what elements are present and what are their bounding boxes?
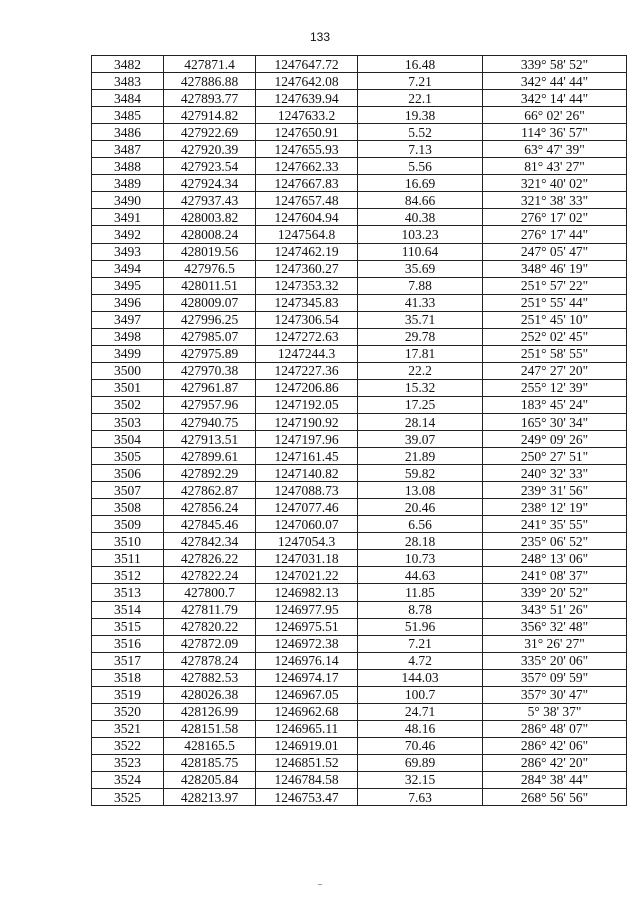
point-number-cell: 3517 — [92, 652, 164, 669]
y-coordinate-cell: 1247650.91 — [256, 124, 358, 141]
y-coordinate-cell: 1246851.52 — [256, 754, 358, 771]
point-number-cell: 3486 — [92, 124, 164, 141]
table-row — [92, 124, 627, 141]
table-row — [92, 584, 627, 601]
y-coordinate-cell: 1247190.92 — [256, 413, 358, 430]
y-coordinate-cell: 1247642.08 — [256, 73, 358, 90]
y-coordinate-cell: 1247031.18 — [256, 550, 358, 567]
distance-cell: 40.38 — [358, 209, 483, 226]
y-coordinate-cell: 1246965.11 — [256, 720, 358, 737]
y-coordinate-cell: 1247088.73 — [256, 482, 358, 499]
x-coordinate-cell: 428213.97 — [164, 789, 256, 806]
y-coordinate-cell: 1246974.17 — [256, 669, 358, 686]
x-coordinate-cell: 428008.24 — [164, 226, 256, 243]
table-row — [92, 158, 627, 175]
x-coordinate-cell: 428185.75 — [164, 754, 256, 771]
table-row — [92, 379, 627, 396]
bearing-cell: 348° 46' 19" — [483, 260, 627, 277]
point-number-cell: 3499 — [92, 345, 164, 362]
distance-cell: 10.73 — [358, 550, 483, 567]
y-coordinate-cell: 1247604.94 — [256, 209, 358, 226]
bearing-cell: 165° 30' 34" — [483, 413, 627, 430]
point-number-cell: 3510 — [92, 533, 164, 550]
y-coordinate-cell: 1247197.96 — [256, 431, 358, 448]
y-coordinate-cell: 1246977.95 — [256, 601, 358, 618]
x-coordinate-cell: 428009.07 — [164, 294, 256, 311]
x-coordinate-cell: 427975.89 — [164, 345, 256, 362]
point-number-cell: 3509 — [92, 516, 164, 533]
table-row — [92, 90, 627, 107]
point-number-cell: 3513 — [92, 584, 164, 601]
distance-cell: 21.89 — [358, 448, 483, 465]
bearing-cell: 321° 38' 33" — [483, 192, 627, 209]
y-coordinate-cell: 1246919.01 — [256, 737, 358, 754]
bearing-cell: 276° 17' 02" — [483, 209, 627, 226]
bearing-cell: 247° 27' 20" — [483, 362, 627, 379]
y-coordinate-cell: 1247462.19 — [256, 243, 358, 260]
table-row — [92, 226, 627, 243]
table-row — [92, 737, 627, 754]
distance-cell: 17.81 — [358, 345, 483, 362]
point-number-cell: 3501 — [92, 379, 164, 396]
x-coordinate-cell: 428011.51 — [164, 277, 256, 294]
y-coordinate-cell: 1247161.45 — [256, 448, 358, 465]
point-number-cell: 3482 — [92, 56, 164, 73]
table-row — [92, 499, 627, 516]
coordinates-table-body — [92, 56, 627, 806]
distance-cell: 13.08 — [358, 482, 483, 499]
table-row — [92, 243, 627, 260]
bearing-cell: 81° 43' 27" — [483, 158, 627, 175]
distance-cell: 19.38 — [358, 107, 483, 124]
point-number-cell: 3500 — [92, 362, 164, 379]
x-coordinate-cell: 427923.54 — [164, 158, 256, 175]
x-coordinate-cell: 427886.88 — [164, 73, 256, 90]
bearing-cell: 343° 51' 26" — [483, 601, 627, 618]
distance-cell: 35.71 — [358, 311, 483, 328]
table-row — [92, 73, 627, 90]
x-coordinate-cell: 427800.7 — [164, 584, 256, 601]
distance-cell: 44.63 — [358, 567, 483, 584]
point-number-cell: 3511 — [92, 550, 164, 567]
distance-cell: 16.69 — [358, 175, 483, 192]
bearing-cell: 238° 12' 19" — [483, 499, 627, 516]
table-row — [92, 686, 627, 703]
x-coordinate-cell: 427940.75 — [164, 413, 256, 430]
table-row — [92, 754, 627, 771]
bearing-cell: 240° 32' 33" — [483, 465, 627, 482]
x-coordinate-cell: 427871.4 — [164, 56, 256, 73]
point-number-cell: 3487 — [92, 141, 164, 158]
table-row — [92, 789, 627, 806]
x-coordinate-cell: 428151.58 — [164, 720, 256, 737]
y-coordinate-cell: 1247657.48 — [256, 192, 358, 209]
y-coordinate-cell: 1247054.3 — [256, 533, 358, 550]
y-coordinate-cell: 1247021.22 — [256, 567, 358, 584]
bearing-cell: 276° 17' 44" — [483, 226, 627, 243]
y-coordinate-cell: 1246976.14 — [256, 652, 358, 669]
bearing-cell: 251° 57' 22" — [483, 277, 627, 294]
point-number-cell: 3491 — [92, 209, 164, 226]
x-coordinate-cell: 427961.87 — [164, 379, 256, 396]
distance-cell: 7.21 — [358, 635, 483, 652]
x-coordinate-cell: 427957.96 — [164, 396, 256, 413]
x-coordinate-cell: 427811.79 — [164, 601, 256, 618]
bearing-cell: 5° 38' 37" — [483, 703, 627, 720]
distance-cell: 70.46 — [358, 737, 483, 754]
table-row — [92, 362, 627, 379]
x-coordinate-cell: 427985.07 — [164, 328, 256, 345]
table-row — [92, 277, 627, 294]
x-coordinate-cell: 427914.82 — [164, 107, 256, 124]
table-row — [92, 260, 627, 277]
distance-cell: 17.25 — [358, 396, 483, 413]
y-coordinate-cell: 1246975.51 — [256, 618, 358, 635]
y-coordinate-cell: 1246972.38 — [256, 635, 358, 652]
table-row — [92, 482, 627, 499]
point-number-cell: 3506 — [92, 465, 164, 482]
bearing-cell: 248° 13' 06" — [483, 550, 627, 567]
point-number-cell: 3485 — [92, 107, 164, 124]
table-row — [92, 141, 627, 158]
y-coordinate-cell: 1247077.46 — [256, 499, 358, 516]
distance-cell: 59.82 — [358, 465, 483, 482]
bearing-cell: 357° 09' 59" — [483, 669, 627, 686]
table-row — [92, 192, 627, 209]
bearing-cell: 31° 26' 27" — [483, 635, 627, 652]
table-row — [92, 720, 627, 737]
distance-cell: 35.69 — [358, 260, 483, 277]
x-coordinate-cell: 428205.84 — [164, 771, 256, 788]
point-number-cell: 3516 — [92, 635, 164, 652]
distance-cell: 84.66 — [358, 192, 483, 209]
distance-cell: 22.1 — [358, 90, 483, 107]
y-coordinate-cell: 1247227.36 — [256, 362, 358, 379]
bearing-cell: 321° 40' 02" — [483, 175, 627, 192]
distance-cell: 7.21 — [358, 73, 483, 90]
y-coordinate-cell: 1247206.86 — [256, 379, 358, 396]
x-coordinate-cell: 427922.69 — [164, 124, 256, 141]
x-coordinate-cell: 427872.09 — [164, 635, 256, 652]
y-coordinate-cell: 1246982.13 — [256, 584, 358, 601]
x-coordinate-cell: 427913.51 — [164, 431, 256, 448]
y-coordinate-cell: 1247655.93 — [256, 141, 358, 158]
x-coordinate-cell: 427856.24 — [164, 499, 256, 516]
x-coordinate-cell: 427920.39 — [164, 141, 256, 158]
point-number-cell: 3521 — [92, 720, 164, 737]
bearing-cell: 356° 32' 48" — [483, 618, 627, 635]
x-coordinate-cell: 427845.46 — [164, 516, 256, 533]
point-number-cell: 3522 — [92, 737, 164, 754]
point-number-cell: 3494 — [92, 260, 164, 277]
distance-cell: 110.64 — [358, 243, 483, 260]
bearing-cell: 255° 12' 39" — [483, 379, 627, 396]
x-coordinate-cell: 427882.53 — [164, 669, 256, 686]
bearing-cell: 250° 27' 51" — [483, 448, 627, 465]
x-coordinate-cell: 427878.24 — [164, 652, 256, 669]
distance-cell: 22.2 — [358, 362, 483, 379]
y-coordinate-cell: 1247633.2 — [256, 107, 358, 124]
x-coordinate-cell: 427892.29 — [164, 465, 256, 482]
table-row — [92, 396, 627, 413]
table-row — [92, 209, 627, 226]
distance-cell: 41.33 — [358, 294, 483, 311]
distance-cell: 8.78 — [358, 601, 483, 618]
page-number: 133 — [309, 30, 331, 44]
distance-cell: 5.56 — [358, 158, 483, 175]
distance-cell: 28.14 — [358, 413, 483, 430]
x-coordinate-cell: 427996.25 — [164, 311, 256, 328]
point-number-cell: 3507 — [92, 482, 164, 499]
bearing-cell: 342° 44' 44" — [483, 73, 627, 90]
table-row — [92, 431, 627, 448]
table-row — [92, 567, 627, 584]
point-number-cell: 3492 — [92, 226, 164, 243]
y-coordinate-cell: 1247667.83 — [256, 175, 358, 192]
bearing-cell: 335° 20' 06" — [483, 652, 627, 669]
point-number-cell: 3519 — [92, 686, 164, 703]
table-row — [92, 669, 627, 686]
y-coordinate-cell: 1247345.83 — [256, 294, 358, 311]
bearing-cell: 286° 48' 07" — [483, 720, 627, 737]
bearing-cell: 268° 56' 56" — [483, 789, 627, 806]
y-coordinate-cell: 1247272.63 — [256, 328, 358, 345]
distance-cell: 7.63 — [358, 789, 483, 806]
bearing-cell: 114° 36' 57" — [483, 124, 627, 141]
bearing-cell: 342° 14' 44" — [483, 90, 627, 107]
distance-cell: 6.56 — [358, 516, 483, 533]
distance-cell: 103.23 — [358, 226, 483, 243]
bearing-cell: 286° 42' 06" — [483, 737, 627, 754]
table-row — [92, 703, 627, 720]
bearing-cell: 339° 58' 52" — [483, 56, 627, 73]
x-coordinate-cell: 428003.82 — [164, 209, 256, 226]
bearing-cell: 249° 09' 26" — [483, 431, 627, 448]
x-coordinate-cell: 427826.22 — [164, 550, 256, 567]
point-number-cell: 3497 — [92, 311, 164, 328]
bearing-cell: 357° 30' 47" — [483, 686, 627, 703]
bearing-cell: 66° 02' 26" — [483, 107, 627, 124]
table-row — [92, 328, 627, 345]
y-coordinate-cell: 1246753.47 — [256, 789, 358, 806]
y-coordinate-cell: 1247244.3 — [256, 345, 358, 362]
y-coordinate-cell: 1247353.32 — [256, 277, 358, 294]
bearing-cell: 251° 58' 55" — [483, 345, 627, 362]
x-coordinate-cell: 428026.38 — [164, 686, 256, 703]
distance-cell: 48.16 — [358, 720, 483, 737]
table-row — [92, 618, 627, 635]
y-coordinate-cell: 1247564.8 — [256, 226, 358, 243]
table-row — [92, 294, 627, 311]
x-coordinate-cell: 428019.56 — [164, 243, 256, 260]
distance-cell: 39.07 — [358, 431, 483, 448]
table-row — [92, 635, 627, 652]
distance-cell: 16.48 — [358, 56, 483, 73]
distance-cell: 4.72 — [358, 652, 483, 669]
x-coordinate-cell: 427937.43 — [164, 192, 256, 209]
bearing-cell: 286° 42' 20" — [483, 754, 627, 771]
point-number-cell: 3504 — [92, 431, 164, 448]
x-coordinate-cell: 427820.22 — [164, 618, 256, 635]
table-row — [92, 413, 627, 430]
point-number-cell: 3502 — [92, 396, 164, 413]
x-coordinate-cell: 428126.99 — [164, 703, 256, 720]
distance-cell: 28.18 — [358, 533, 483, 550]
distance-cell: 144.03 — [358, 669, 483, 686]
point-number-cell: 3520 — [92, 703, 164, 720]
y-coordinate-cell: 1246962.68 — [256, 703, 358, 720]
bearing-cell: 251° 45' 10" — [483, 311, 627, 328]
bearing-cell: 183° 45' 24" — [483, 396, 627, 413]
table-row — [92, 311, 627, 328]
bearing-cell: 284° 38' 44" — [483, 771, 627, 788]
point-number-cell: 3523 — [92, 754, 164, 771]
bearing-cell: 241° 08' 37" — [483, 567, 627, 584]
table-row — [92, 107, 627, 124]
y-coordinate-cell: 1247639.94 — [256, 90, 358, 107]
x-coordinate-cell: 428165.5 — [164, 737, 256, 754]
distance-cell: 29.78 — [358, 328, 483, 345]
point-number-cell: 3489 — [92, 175, 164, 192]
y-coordinate-cell: 1247306.54 — [256, 311, 358, 328]
y-coordinate-cell: 1247360.27 — [256, 260, 358, 277]
bearing-cell: 339° 20' 52" — [483, 584, 627, 601]
table-row — [92, 465, 627, 482]
bearing-cell: 63° 47' 39" — [483, 141, 627, 158]
table-row — [92, 56, 627, 73]
table-row — [92, 533, 627, 550]
x-coordinate-cell: 427893.77 — [164, 90, 256, 107]
point-number-cell: 3484 — [92, 90, 164, 107]
distance-cell: 32.15 — [358, 771, 483, 788]
x-coordinate-cell: 427822.24 — [164, 567, 256, 584]
distance-cell: 7.13 — [358, 141, 483, 158]
bearing-cell: 251° 55' 44" — [483, 294, 627, 311]
point-number-cell: 3508 — [92, 499, 164, 516]
y-coordinate-cell: 1247662.33 — [256, 158, 358, 175]
point-number-cell: 3524 — [92, 771, 164, 788]
distance-cell: 15.32 — [358, 379, 483, 396]
distance-cell: 100.7 — [358, 686, 483, 703]
point-number-cell: 3515 — [92, 618, 164, 635]
distance-cell: 24.71 — [358, 703, 483, 720]
bearing-cell: 235° 06' 52" — [483, 533, 627, 550]
y-coordinate-cell: 1246967.05 — [256, 686, 358, 703]
bearing-cell: 239° 31' 56" — [483, 482, 627, 499]
x-coordinate-cell: 427976.5 — [164, 260, 256, 277]
distance-cell: 51.96 — [358, 618, 483, 635]
distance-cell: 7.88 — [358, 277, 483, 294]
y-coordinate-cell: 1247647.72 — [256, 56, 358, 73]
y-coordinate-cell: 1247060.07 — [256, 516, 358, 533]
y-coordinate-cell: 1247192.05 — [256, 396, 358, 413]
y-coordinate-cell: 1247140.82 — [256, 465, 358, 482]
point-number-cell: 3490 — [92, 192, 164, 209]
x-coordinate-cell: 427862.87 — [164, 482, 256, 499]
table-row — [92, 345, 627, 362]
table-row — [92, 175, 627, 192]
point-number-cell: 3483 — [92, 73, 164, 90]
bearing-cell: 252° 02' 45" — [483, 328, 627, 345]
coordinates-table — [91, 55, 627, 806]
point-number-cell: 3525 — [92, 789, 164, 806]
point-number-cell: 3496 — [92, 294, 164, 311]
point-number-cell: 3514 — [92, 601, 164, 618]
table-row — [92, 448, 627, 465]
table-row — [92, 771, 627, 788]
point-number-cell: 3505 — [92, 448, 164, 465]
point-number-cell: 3518 — [92, 669, 164, 686]
point-number-cell: 3503 — [92, 413, 164, 430]
x-coordinate-cell: 427924.34 — [164, 175, 256, 192]
footer-mark — [318, 884, 322, 885]
table-row — [92, 601, 627, 618]
y-coordinate-cell: 1246784.58 — [256, 771, 358, 788]
distance-cell: 20.46 — [358, 499, 483, 516]
point-number-cell: 3495 — [92, 277, 164, 294]
point-number-cell: 3493 — [92, 243, 164, 260]
point-number-cell: 3488 — [92, 158, 164, 175]
table-row — [92, 516, 627, 533]
bearing-cell: 241° 35' 55" — [483, 516, 627, 533]
distance-cell: 5.52 — [358, 124, 483, 141]
distance-cell: 11.85 — [358, 584, 483, 601]
x-coordinate-cell: 427842.34 — [164, 533, 256, 550]
bearing-cell: 247° 05' 47" — [483, 243, 627, 260]
distance-cell: 69.89 — [358, 754, 483, 771]
x-coordinate-cell: 427970.38 — [164, 362, 256, 379]
x-coordinate-cell: 427899.61 — [164, 448, 256, 465]
table-row — [92, 550, 627, 567]
table-row — [92, 652, 627, 669]
point-number-cell: 3498 — [92, 328, 164, 345]
point-number-cell: 3512 — [92, 567, 164, 584]
